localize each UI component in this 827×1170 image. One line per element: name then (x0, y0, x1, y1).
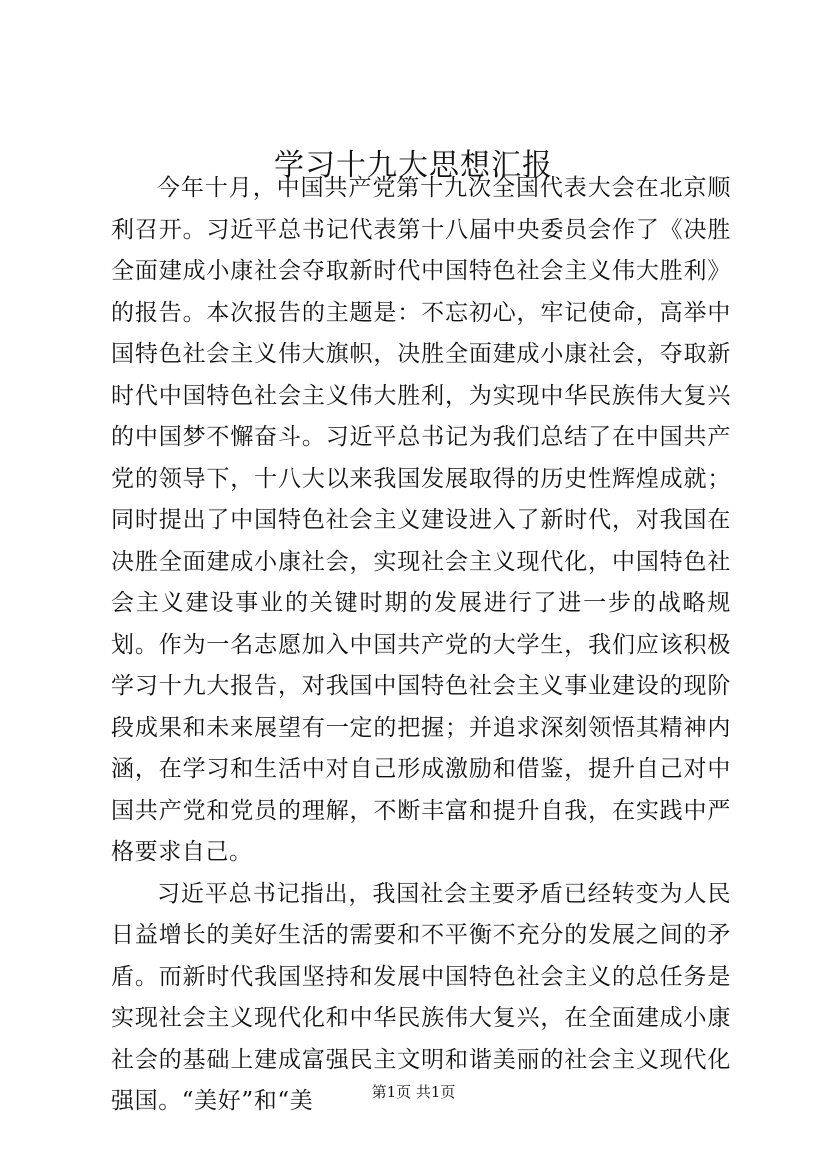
paragraph-1: 今年十月，中国共产党第十九次全国代表大会在北京顺利召开。习近平总书记代表第十八届中央委员会作了《决胜全面建成小康社会夺取新时代中国特色社会主义伟大胜利》的报告。本次报告的主题是：不忘初心，牢记使命，高举中国特色社会主义伟大旗帜，决胜全面建成小康社会，夺取新时代中国特色社会主义伟大胜利，为实现中华民族伟大复兴的中国梦不懈奋斗。习近平总书记为我们总结了在中国共产党的领导下，十八大以来我国发展取得的历史性辉煌成就；同时提出了中国特色社会主义建设进入了新时代，对我国在决胜全面建成小康社会，实现社会主义现代化，中国特色社会主义建设事业的关键时期的发展进行了进一步的战略规划。作为一名志愿加入中国共产党的大学生，我们应该积极学习十九大报告，对我国中国特色社会主义事业建设的现阶段成果和未来展望有一定的把握；并追求深刻领悟其精神内涵，在学习和生活中对自己形成激励和借鉴，提升自己对中国共产党和党员的理解，不断丰富和提升自我，在实践中严格要求自己。 (111, 175, 731, 865)
document-body (111, 168, 731, 1123)
paragraph-2: 习近平总书记指出，我国社会主要矛盾已经转变为人民日益增长的美好生活的需要和不平衡不充分的发展之间的矛盾。而新时代我国坚持和发展中国特色社会主义的总任务是实现社会主义现代化和中华民族伟大复兴，在全面建成小康社会的基础上建成富强民主文明和谐美丽的社会主义现代化强国。“美好”和“美 (111, 880, 731, 1114)
document-title: 学习十九大思想汇报 (274, 148, 553, 183)
page-footer: 第1页 共1页 (371, 1083, 456, 1101)
